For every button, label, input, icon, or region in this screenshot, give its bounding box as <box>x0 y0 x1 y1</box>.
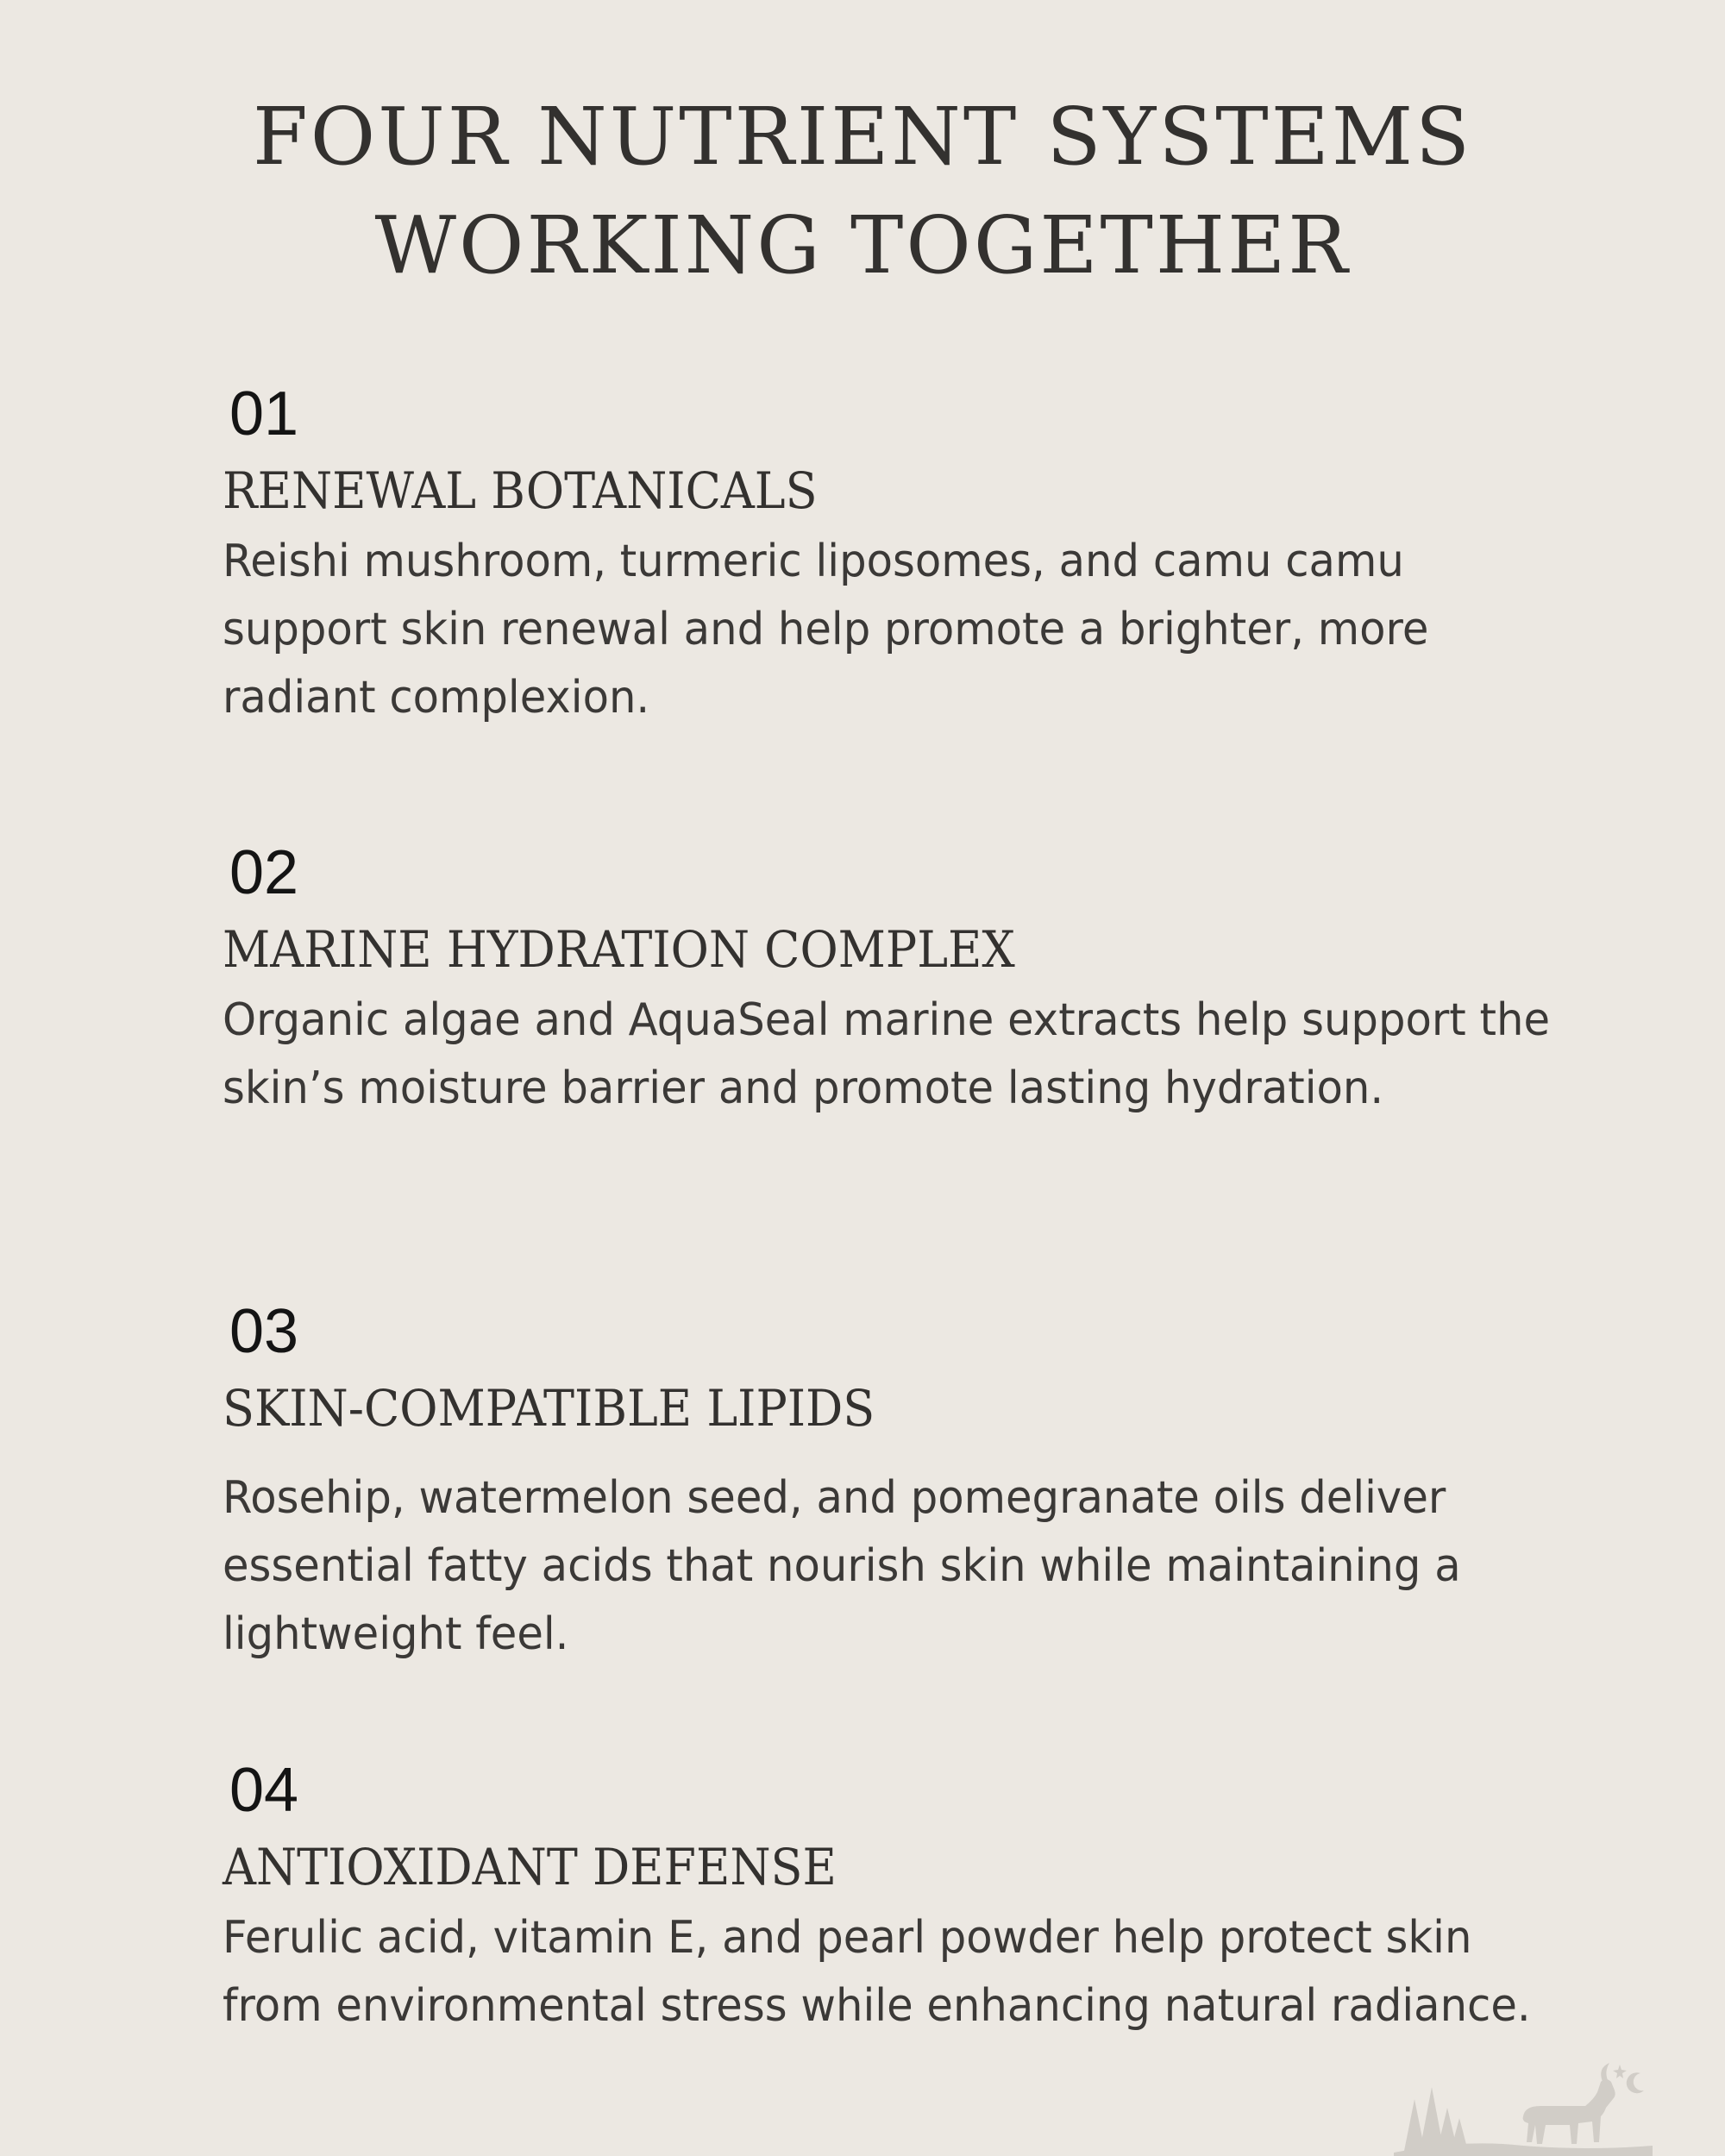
nutrient-section-lipids <box>223 1297 1568 1669</box>
nutrient-section-antioxidant <box>223 1756 1568 2040</box>
section-heading: MARINE HYDRATION COMPLEX <box>223 920 1015 979</box>
goat-forest-moon-icon <box>1394 2056 1653 2156</box>
section-number: 04 <box>229 1756 299 1825</box>
section-heading: ANTIOXIDANT DEFENSE <box>223 1838 837 1896</box>
section-heading: SKIN-COMPATIBLE LIPIDS <box>223 1379 875 1438</box>
section-description: Reishi mushroom, turmeric liposomes, and camu camu support skin renewal and help promote a brighter, more radiant complexion. <box>223 536 1429 724</box>
section-number: 02 <box>229 838 299 907</box>
section-description: Organic algae and AquaSeal marine extracts help support the skin’s moisture barrier and promote lasting hydration. <box>223 994 1551 1114</box>
section-number: 03 <box>229 1297 299 1366</box>
nutrient-section-renewal <box>223 379 1568 732</box>
section-description: Rosehip, watermelon seed, and pomegranate oils deliver essential fatty acids that nourish skin while maintaining a lightweight feel. <box>223 1472 1461 1660</box>
page-title <box>0 83 1725 300</box>
section-description: Ferulic acid, vitamin E, and pearl powder help protect skin from environmental stress while enhancing natural radiance. <box>223 1912 1531 2032</box>
page-title-line-2: WORKING TOGETHER <box>374 199 1351 291</box>
section-heading: RENEWAL BOTANICALS <box>223 461 818 520</box>
nutrient-section-marine <box>223 838 1568 1123</box>
section-number: 01 <box>229 379 299 448</box>
page-title-line-1: FOUR NUTRIENT SYSTEMS <box>252 91 1473 183</box>
